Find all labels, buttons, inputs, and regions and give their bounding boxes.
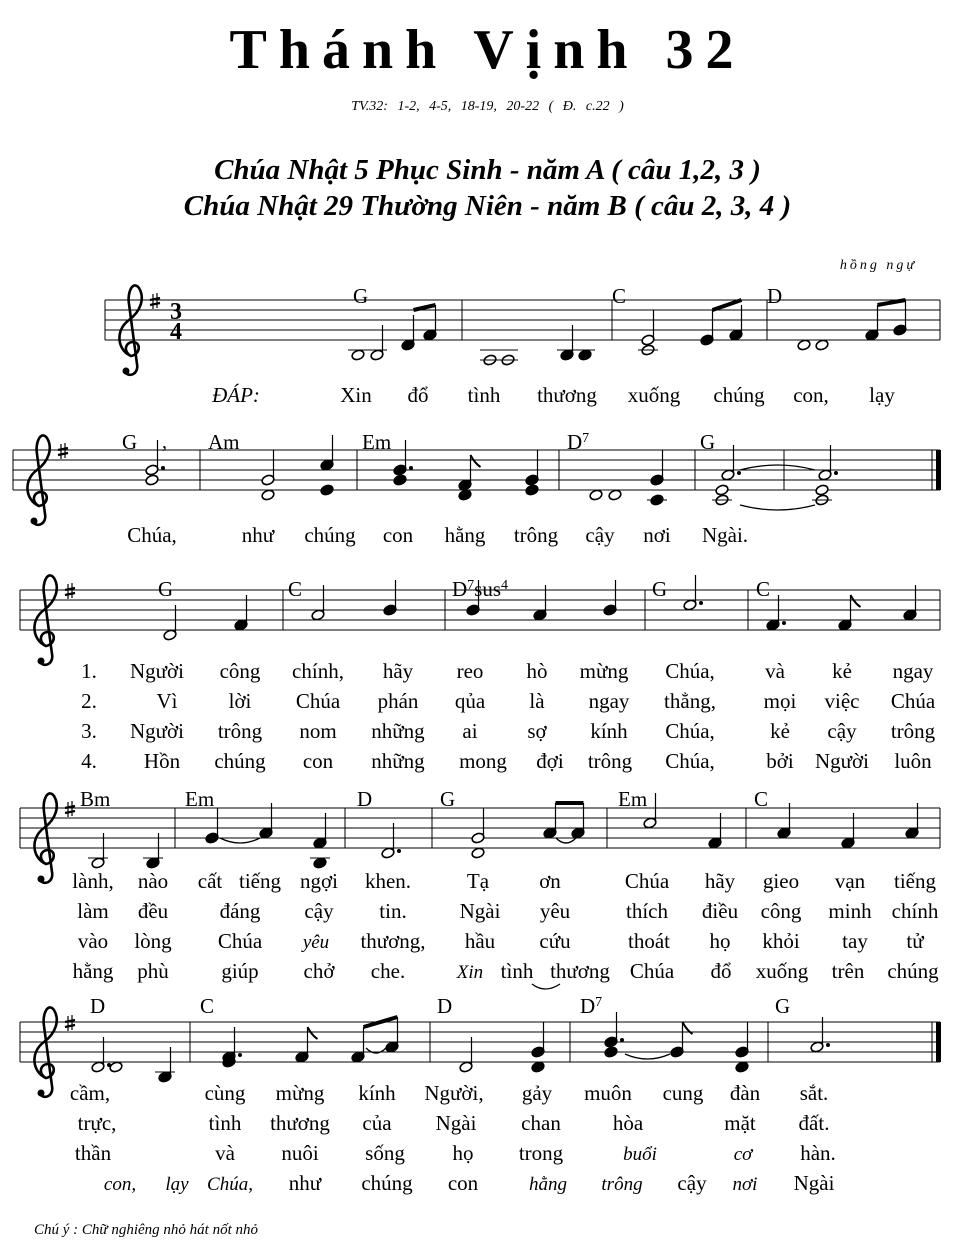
chord-symbol: G bbox=[700, 430, 716, 454]
sharp-icon bbox=[150, 293, 160, 309]
lyric-syllable: Người bbox=[130, 659, 184, 683]
chord-symbol: C bbox=[756, 577, 771, 601]
lyric-syllable: hãy bbox=[382, 659, 414, 683]
lyric-syllable: con bbox=[302, 749, 334, 773]
lyric-syllable: hằng bbox=[444, 523, 486, 547]
note bbox=[525, 450, 539, 486]
note bbox=[480, 350, 500, 366]
note bbox=[812, 494, 832, 506]
lyric-syllable: là bbox=[529, 689, 545, 713]
lyric-syllable: Chúa bbox=[629, 959, 675, 983]
lyric-syllable: cùng bbox=[204, 1081, 246, 1105]
lyric-syllable: chan bbox=[521, 1111, 561, 1135]
lyric-syllable: Chúa, bbox=[207, 1174, 253, 1195]
chord-symbol: $D^7$ bbox=[580, 994, 603, 1018]
note bbox=[670, 1022, 684, 1058]
lyric-syllable: phù bbox=[137, 959, 169, 983]
lyric-syllable: lòng bbox=[134, 929, 172, 953]
lyric-syllable: cung bbox=[662, 1081, 704, 1105]
lyric-syllable: tiếng bbox=[239, 869, 281, 893]
lyric-syllable: đổ bbox=[407, 383, 429, 407]
occasion-line-1: Chúa Nhật 5 Phục Sinh - năm A ( câu 1,2, 3 ) bbox=[214, 154, 761, 186]
chord-extension: 7 bbox=[595, 994, 603, 1010]
lyric-syllable: Chúa bbox=[295, 689, 341, 713]
lyric-syllable: lạy bbox=[165, 1174, 189, 1195]
lyric-syllable: như bbox=[288, 1171, 322, 1195]
note bbox=[650, 450, 664, 486]
augmentation-dot bbox=[161, 466, 165, 470]
tie bbox=[220, 838, 260, 843]
lyric-syllable: 2. bbox=[81, 689, 97, 713]
lyric-syllable: tử bbox=[906, 929, 924, 953]
lyric-syllable: vào bbox=[77, 929, 109, 953]
lyric-syllable: hò bbox=[526, 659, 548, 683]
lyric-syllable: ai bbox=[462, 719, 478, 743]
chord-symbol: C bbox=[612, 284, 627, 308]
augmentation-dot bbox=[834, 471, 838, 475]
lyric-syllable: những bbox=[371, 749, 425, 773]
note bbox=[310, 857, 330, 869]
augmentation-dot bbox=[409, 466, 413, 470]
note bbox=[712, 494, 732, 506]
sharp-icon bbox=[65, 801, 75, 817]
lyric-syllable: tin. bbox=[379, 899, 407, 923]
flag bbox=[308, 1027, 318, 1039]
lyric-syllable: qủa bbox=[454, 689, 486, 713]
note bbox=[641, 310, 655, 346]
lyric-syllable: Chúa bbox=[890, 689, 936, 713]
chord-symbol: Bm bbox=[80, 787, 111, 811]
lyric-syllable: và bbox=[215, 1141, 235, 1165]
note bbox=[393, 440, 407, 476]
note bbox=[604, 1046, 618, 1058]
augmentation-dot bbox=[238, 1053, 242, 1057]
chord-symbol: C bbox=[200, 994, 215, 1018]
lyric-syllable: chúng bbox=[304, 523, 356, 547]
lyric-syllable: tình bbox=[500, 959, 534, 983]
lyric-syllable: Chúa, bbox=[665, 659, 715, 683]
lyric-syllable: thương bbox=[550, 959, 610, 983]
chord-symbol: G bbox=[158, 577, 174, 601]
chord-symbol: Em bbox=[362, 430, 392, 454]
lyric-syllable: cất bbox=[197, 869, 223, 893]
lyric-syllable: thần bbox=[74, 1141, 112, 1165]
lyric-syllable: hòa bbox=[612, 1111, 644, 1135]
beam bbox=[878, 300, 906, 305]
lyric-syllable: con bbox=[382, 523, 414, 547]
lyric-syllable: đổ bbox=[710, 959, 732, 983]
lyric-syllable: trông bbox=[513, 523, 559, 547]
chord-symbol: D bbox=[767, 284, 783, 308]
lyric-syllable: nơi bbox=[643, 523, 671, 547]
lyric-syllable: Xin bbox=[340, 383, 372, 407]
lyric-syllable: thoát bbox=[628, 929, 670, 953]
chord-symbol: Em bbox=[618, 787, 648, 811]
response-label: ĐÁP: bbox=[212, 383, 260, 407]
lyric-syllable: con, bbox=[793, 383, 829, 407]
note bbox=[348, 349, 368, 361]
note bbox=[683, 575, 697, 611]
lyric-syllable: của bbox=[362, 1111, 392, 1135]
lyric-syllable: kính bbox=[590, 719, 628, 743]
lyric-syllable: trông bbox=[890, 719, 936, 743]
chord-symbol: G bbox=[122, 430, 138, 454]
lyric-syllable: công bbox=[219, 659, 261, 683]
note bbox=[735, 1061, 749, 1073]
note bbox=[700, 310, 714, 346]
lyric-syllable: thích bbox=[626, 899, 668, 923]
lyric-syllable: Chúa bbox=[624, 869, 670, 893]
lyric-slur bbox=[532, 984, 560, 989]
note bbox=[604, 1012, 618, 1048]
lyric-syllable: Xin bbox=[456, 962, 484, 983]
lyric-syllable: hàn. bbox=[800, 1141, 836, 1165]
song-title: Thánh Vịnh 32 bbox=[229, 19, 746, 81]
chord-symbol: Am bbox=[208, 430, 240, 454]
note bbox=[589, 489, 603, 501]
lyric-syllable: tay bbox=[842, 929, 868, 953]
note bbox=[145, 474, 159, 486]
note bbox=[145, 440, 159, 476]
chord-extension: 7 bbox=[467, 577, 475, 593]
note bbox=[638, 344, 658, 356]
lyric-syllable: tình bbox=[208, 1111, 242, 1135]
flag bbox=[471, 455, 481, 467]
chord-symbol: D bbox=[437, 994, 453, 1018]
lyric-syllable: họ bbox=[709, 929, 731, 953]
lyric-syllable: lạy bbox=[869, 383, 895, 407]
lyric-syllable: cơ bbox=[733, 1144, 753, 1165]
breath-mark: , bbox=[162, 431, 167, 453]
note bbox=[393, 474, 407, 486]
sharp-icon bbox=[58, 443, 68, 459]
lyric-syllable: cậy bbox=[585, 523, 615, 547]
time-signature-bottom: 4 bbox=[170, 319, 182, 345]
lyric-syllable: trực, bbox=[77, 1111, 117, 1135]
note bbox=[320, 484, 334, 496]
lyric-syllable: luôn bbox=[894, 749, 932, 773]
lyric-syllable: Chúa, bbox=[127, 523, 177, 547]
note bbox=[715, 484, 729, 496]
lyric-syllable: thương bbox=[537, 383, 597, 407]
lyric-syllable: xuống bbox=[755, 959, 809, 983]
lyric-syllable: điều bbox=[701, 899, 739, 923]
lyric-syllable: hãy bbox=[704, 869, 736, 893]
lyric-syllable: cậy bbox=[677, 1171, 707, 1195]
augmentation-dot bbox=[620, 1038, 624, 1042]
chord-symbol: $D^7$ bbox=[567, 430, 590, 454]
lyric-syllable: Hồn bbox=[143, 749, 181, 773]
lyric-syllable: nơi bbox=[732, 1174, 758, 1195]
lyric-syllable: đợi bbox=[536, 749, 564, 773]
lyric-syllable: minh bbox=[828, 899, 872, 923]
lyric-syllable: như bbox=[241, 523, 275, 547]
lyric-syllable: hằng bbox=[72, 959, 114, 983]
lyric-syllable: cứu bbox=[539, 929, 571, 953]
note bbox=[383, 580, 397, 616]
lyric-syllable: che. bbox=[370, 959, 406, 983]
lyric-syllable: những bbox=[371, 719, 425, 743]
lyric-syllable: con bbox=[447, 1171, 479, 1195]
note bbox=[531, 1022, 545, 1058]
chord-symbol: D bbox=[357, 787, 373, 811]
lyric-syllable: chúng bbox=[361, 1171, 413, 1195]
lyric-syllable: đàn bbox=[729, 1081, 761, 1105]
lyric-syllable: trên bbox=[831, 959, 865, 983]
tie bbox=[740, 505, 815, 510]
lyric-syllable: vạn bbox=[834, 869, 866, 893]
lyric-syllable: chúng bbox=[713, 383, 765, 407]
note bbox=[735, 1022, 749, 1058]
composer-name: hồng ngự bbox=[839, 258, 917, 273]
note bbox=[471, 808, 485, 844]
augmentation-dot bbox=[397, 849, 401, 853]
chord-extension: 7 bbox=[582, 430, 590, 446]
lyric-syllable: và bbox=[765, 659, 785, 683]
lyric-syllable: xuống bbox=[627, 383, 681, 407]
note bbox=[109, 1061, 123, 1073]
lyric-syllable: chính bbox=[891, 899, 939, 923]
lyric-syllable: làm bbox=[77, 899, 109, 923]
lyric-syllable: Người bbox=[130, 719, 184, 743]
lyric-syllable: Tạ bbox=[466, 869, 490, 893]
lyric-syllable: Người, bbox=[424, 1081, 484, 1105]
lyric-syllable: đất. bbox=[798, 1111, 830, 1135]
lyric-syllable: đều bbox=[137, 899, 169, 923]
note bbox=[471, 847, 485, 859]
lyric-syllable: chính, bbox=[292, 659, 344, 683]
lyric-syllable: mong bbox=[459, 749, 507, 773]
lyric-syllable: cậy bbox=[304, 899, 334, 923]
beam bbox=[713, 300, 742, 310]
lyric-syllable: gảy bbox=[521, 1081, 553, 1105]
chord-symbol: G bbox=[652, 577, 668, 601]
lyric-syllable: nuôi bbox=[281, 1141, 319, 1165]
lyric-syllable: yêu bbox=[539, 899, 571, 923]
note bbox=[498, 350, 518, 366]
lyric-syllable: chở bbox=[303, 959, 335, 983]
chord-symbol: G bbox=[775, 994, 791, 1018]
lyric-syllable: nom bbox=[299, 719, 337, 743]
lyric-syllable: Người bbox=[815, 749, 869, 773]
lyric-syllable: chúng bbox=[214, 749, 266, 773]
lyric-syllable: Ngài bbox=[459, 899, 501, 923]
chord-symbol: D bbox=[90, 994, 106, 1018]
augmentation-dot bbox=[699, 601, 703, 605]
sharp-icon bbox=[65, 583, 75, 599]
note bbox=[320, 435, 334, 471]
note bbox=[815, 484, 829, 496]
final-barline bbox=[936, 450, 941, 490]
note bbox=[815, 339, 829, 351]
lyric-syllable: thẳng, bbox=[664, 689, 716, 713]
lyric-syllable: giúp bbox=[221, 959, 259, 983]
lyric-syllable: khen. bbox=[364, 869, 412, 893]
note bbox=[608, 489, 622, 501]
lyric-syllable: tiếng bbox=[894, 869, 936, 893]
beam bbox=[414, 305, 436, 310]
lyric-syllable: yêu bbox=[302, 932, 330, 953]
lyric-syllable: Chúa, bbox=[665, 749, 715, 773]
lyric-syllable: con, bbox=[103, 1174, 137, 1195]
note bbox=[575, 349, 595, 361]
lyric-syllable: cậy bbox=[827, 719, 857, 743]
chord-symbol: G bbox=[440, 787, 456, 811]
lyric-syllable: việc bbox=[824, 689, 860, 713]
note bbox=[205, 808, 219, 844]
tie bbox=[625, 1054, 670, 1059]
lyric-syllable: Chúa, bbox=[665, 719, 715, 743]
lyric-syllable: sống bbox=[365, 1141, 405, 1165]
chord-symbols bbox=[77, 284, 791, 1018]
note bbox=[603, 580, 617, 616]
chord-symbol: G bbox=[353, 284, 369, 308]
tie bbox=[740, 465, 815, 470]
lyric-syllable: lời bbox=[228, 689, 252, 713]
footnote: Chú ý : Chữ nghiêng nhỏ hát nốt nhỏ bbox=[34, 1222, 259, 1238]
chord-symbol: Em bbox=[185, 787, 215, 811]
note bbox=[531, 1061, 545, 1073]
occasion-line-2: Chúa Nhật 29 Thường Niên - năm B ( câu 2, 3, 4 ) bbox=[183, 190, 792, 222]
lyric-syllable: thương bbox=[270, 1111, 330, 1135]
lyric-syllable: trông bbox=[601, 1174, 643, 1195]
lyric-syllable: trông bbox=[217, 719, 263, 743]
lyric-syllable: 3. bbox=[81, 719, 97, 743]
lyric-syllable: gieo bbox=[762, 869, 800, 893]
lyric-syllable: Ngài bbox=[793, 1171, 835, 1195]
lyric-syllable: tình bbox=[467, 383, 501, 407]
lyric-syllable: mừng bbox=[275, 1081, 325, 1105]
final-barline bbox=[936, 1022, 941, 1062]
lyric-syllable: kính bbox=[358, 1081, 396, 1105]
lyric-syllable: đáng bbox=[219, 899, 261, 923]
chord-extension: 4 bbox=[501, 577, 509, 593]
psalm-reference: TV.32: 1-2, 4-5, 18-19, 20-22 ( Đ. c.22 ) bbox=[351, 99, 624, 114]
lyric-syllable: muôn bbox=[584, 1081, 632, 1105]
augmentation-dot bbox=[737, 471, 741, 475]
lyric-syllable: cầm, bbox=[69, 1081, 111, 1105]
lyric-syllable: kẻ bbox=[832, 659, 852, 683]
lyric-syllable: trông bbox=[587, 749, 633, 773]
note bbox=[261, 450, 275, 486]
lyric-syllable: hầu bbox=[464, 929, 496, 953]
lyric-syllable: Vì bbox=[156, 689, 178, 713]
lyric-syllable: hằng bbox=[529, 1174, 567, 1195]
lyric-syllable: mọi bbox=[763, 689, 797, 713]
note bbox=[893, 300, 907, 336]
chord-symbol: $D^7sus^4$ bbox=[452, 577, 509, 601]
lyric-syllable: công bbox=[760, 899, 802, 923]
lyric-syllable: khỏi bbox=[762, 929, 800, 953]
chord-suffix: sus bbox=[474, 577, 502, 601]
lyric-syllable: ngợi bbox=[300, 869, 338, 893]
lyric-syllable: 4. bbox=[81, 749, 97, 773]
lyric-syllable: sợ bbox=[527, 719, 547, 743]
lyric-syllable: ơn bbox=[539, 869, 561, 893]
augmentation-dot bbox=[782, 621, 786, 625]
note bbox=[525, 484, 539, 496]
sharp-icon bbox=[65, 1015, 75, 1031]
lyric-syllable: mặt bbox=[724, 1111, 756, 1135]
lyric-syllable: bởi bbox=[766, 749, 794, 773]
lyric-syllable: ngay bbox=[892, 659, 934, 683]
lyric-syllable: trong bbox=[518, 1141, 564, 1165]
lyric-syllable: 1. bbox=[81, 659, 97, 683]
lyric-syllable: Chúa bbox=[217, 929, 263, 953]
lyric-syllable: kẻ bbox=[770, 719, 790, 743]
lyric-syllable: lành, bbox=[72, 869, 114, 893]
chord-symbol: C bbox=[754, 787, 769, 811]
note bbox=[797, 339, 811, 351]
lyric-syllable: reo bbox=[456, 659, 484, 683]
lyric-syllable: nào bbox=[137, 869, 169, 893]
lyric-syllable: họ bbox=[452, 1141, 474, 1165]
lyric-syllable: thương, bbox=[360, 929, 426, 953]
staff-system bbox=[105, 285, 940, 374]
time-signature-top: 3 bbox=[170, 299, 182, 325]
chord-symbol: C bbox=[288, 577, 303, 601]
tie bbox=[556, 838, 576, 843]
lyric-syllable: chúng bbox=[887, 959, 939, 983]
flag bbox=[851, 595, 861, 607]
lyric-syllable: phán bbox=[377, 689, 419, 713]
note bbox=[458, 489, 472, 501]
lyric-syllable: Ngài bbox=[435, 1111, 477, 1135]
note bbox=[647, 494, 667, 506]
note bbox=[261, 489, 275, 501]
lyric-syllable: buổi bbox=[623, 1144, 657, 1165]
lyric-syllable: ngay bbox=[588, 689, 630, 713]
lyric-syllable: mừng bbox=[579, 659, 629, 683]
lyric-syllable: sắt. bbox=[799, 1081, 829, 1105]
lyric-syllable: Ngài. bbox=[701, 523, 749, 547]
augmentation-dot bbox=[826, 1043, 830, 1047]
